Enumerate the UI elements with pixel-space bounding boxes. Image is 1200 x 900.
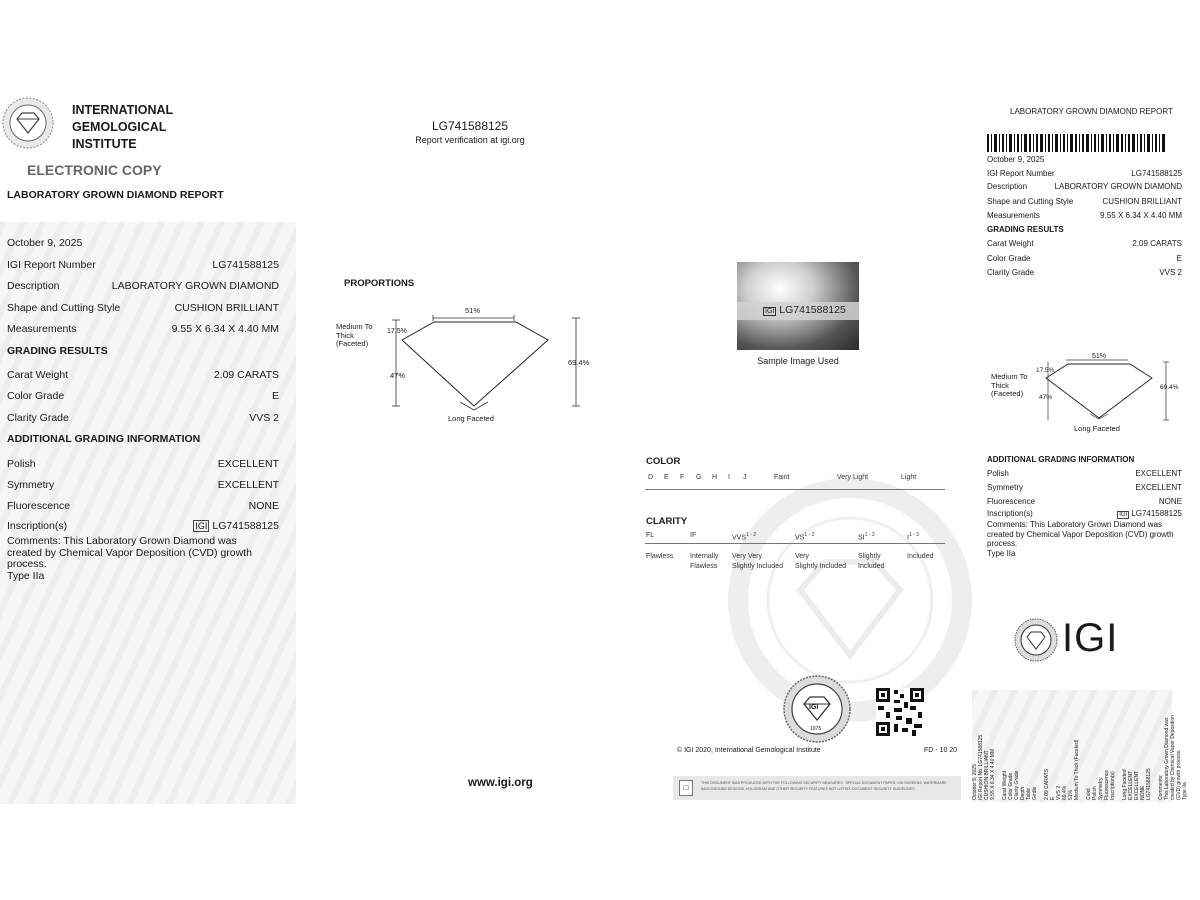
clarity-grade: $I^{1 - 3}$	[907, 532, 919, 542]
right-grading-row: Color Grade E	[987, 254, 1182, 263]
grading-row: Clarity Grade VVS 2	[7, 412, 279, 424]
color-grade: D	[648, 474, 654, 481]
info-row: IGI Report Number LG741588125	[7, 259, 279, 271]
color-grade: G	[696, 474, 702, 481]
stub-text: 2.09 CARATS	[1044, 768, 1050, 800]
clarity-grade: SI$^{1 - 2}$	[858, 532, 875, 542]
right-panel-title: LABORATORY GROWN DIAMOND REPORT	[1010, 107, 1173, 116]
girdle-label: Medium To Thick (Faceted)	[336, 322, 373, 348]
stub-text: E	[1050, 796, 1056, 800]
color-grade: E	[664, 474, 669, 481]
clarity-desc: Flawless	[646, 553, 674, 560]
report-number-header: LG741588125	[431, 119, 509, 133]
stub-text: 51%	[1068, 789, 1074, 800]
right-igi-seal	[1014, 618, 1058, 662]
copyright-text: © IGI 2020, International Gemological Institute	[677, 747, 821, 754]
stub-text: Clarity Grade	[1014, 770, 1020, 800]
additional-row: Symmetry EXCELLENT	[7, 479, 279, 491]
right-additional-row: Polish EXCELLENT	[987, 469, 1182, 478]
stub-text: Symmetry	[1098, 777, 1104, 800]
stub-text: Comments:	[1158, 774, 1164, 800]
security-line: BACKGROUND DESIGNS, HOLOGRAM AND OTHER SECURITY FEATURES NOT LISTED. DOCUMENT SECURITY GUIDELINES.	[701, 786, 916, 791]
color-grade: I	[728, 474, 730, 481]
stub-text: Girdle	[1032, 786, 1038, 800]
right-depth-percent: 69.4%	[1160, 384, 1179, 391]
report-type-title: LABORATORY GROWN DIAMOND REPORT	[7, 189, 224, 201]
sample-inscription: LG741588125	[779, 304, 846, 316]
additional-row: Polish EXCELLENT	[7, 458, 279, 470]
color-grade: J	[743, 474, 747, 481]
stub-text: Medium To Thick (Faceted)	[1074, 739, 1080, 800]
clarity-desc: Slightly Included	[858, 553, 885, 570]
stub-text: LG741588125	[1146, 768, 1152, 800]
pavilion-percent: 47%	[390, 371, 406, 380]
grading-row: Carat Weight 2.09 CARATS	[7, 369, 279, 381]
seal-letters: IGI	[809, 704, 819, 711]
electronic-copy-label: ELECTRONIC COPY	[27, 162, 162, 178]
comments: Comments: This Laboratory Grown Diamond was created by Chemical Vapor Deposition (CVD) growth process. Type IIa	[7, 535, 252, 582]
lock-icon: □	[679, 780, 693, 796]
right-info-row: Measurements 9.55 X 6.34 X 4.40 MM	[987, 211, 1182, 220]
stub-text: Type IIa	[1182, 782, 1188, 800]
form-code: FD - 10 20	[924, 747, 958, 754]
verification-link[interactable]: Report verification at igi.org	[415, 135, 525, 145]
depth-percent: 69.4%	[568, 358, 590, 367]
right-info-row: Shape and Cutting Style CUSHION BRILLIANT	[987, 197, 1182, 206]
right-additional-heading: ADDITIONAL GRADING INFORMATION	[987, 455, 1135, 464]
right-grading-row: Carat Weight 2.09 CARATS	[987, 239, 1182, 248]
proportions-diagram	[330, 298, 600, 428]
security-line: THIS DOCUMENT WAS PRODUCED WITH THE FOLLOWING SECURITY MEASURES : SPECIAL DOCUMENT PAPER, INK SCREENS, WATERMARK	[701, 781, 947, 785]
stub-text: Color Grade	[1008, 772, 1014, 800]
clarity-desc: Included	[907, 553, 934, 560]
clarity-desc: Very Very Slightly Included	[732, 553, 783, 570]
org-name-line3: INSTITUTE	[72, 137, 137, 151]
igi-seal-logo	[2, 97, 54, 149]
stub-text: 69.4%	[1062, 785, 1068, 800]
stub-text: Depth	[1020, 786, 1026, 800]
right-comments: Comments: This Laboratory Grown Diamond was created by Chemical Vapor Deposition (CVD) growth process. Type IIa	[987, 520, 1174, 558]
clarity-grade: VVS$^{1 - 2}$	[732, 532, 757, 542]
stub-text: (CVD) growth process.	[1176, 749, 1182, 800]
right-report-date: October 9, 2025	[987, 155, 1045, 164]
grading-results-heading: GRADING RESULTS	[7, 345, 108, 357]
stub-text: Polish	[1092, 786, 1098, 800]
clarity-scale-line	[645, 543, 945, 544]
clarity-grade: IF	[690, 532, 697, 539]
stub-text: VVS 2	[1056, 785, 1062, 800]
additional-row: Inscription(s) IGI LG741588125	[7, 520, 279, 532]
barcode	[987, 134, 1165, 152]
sample-image-caption: Sample Image Used	[757, 356, 839, 366]
stub-text: created by Chemical Vapor Deposition	[1170, 715, 1176, 800]
security-strip	[673, 776, 961, 800]
info-row: Measurements 9.55 X 6.34 X 4.40 MM	[7, 323, 279, 335]
stub-text: Carat Weight	[1002, 770, 1008, 800]
right-additional-row: Symmetry EXCELLENT	[987, 483, 1182, 492]
info-row: Shape and Cutting Style CUSHION BRILLIANT	[7, 302, 279, 314]
stub-text: CUSHION BRILLIANT	[984, 750, 990, 800]
color-range: Very Light	[837, 474, 869, 481]
left-panel	[0, 222, 296, 804]
right-pavilion-percent: 47%	[1039, 394, 1053, 401]
clarity-desc: Very Slightly Included	[795, 553, 846, 570]
clarity-desc: Internally Flawless	[690, 553, 719, 570]
clarity-scale-heading: CLARITY	[646, 516, 688, 527]
stub-text: EXCELLENT	[1134, 770, 1140, 800]
right-culet-label: Long Faceted	[1074, 424, 1120, 433]
report-date: October 9, 2025	[7, 237, 83, 249]
qr-code[interactable]	[876, 688, 924, 736]
stub-text: October 9, 2025	[972, 764, 978, 800]
website-link[interactable]: www.igi.org	[468, 777, 533, 789]
clarity-grade: VS$^{1 - 2}$	[795, 532, 815, 542]
color-grade: F	[680, 474, 685, 481]
right-proportions-diagram	[988, 350, 1188, 440]
right-info-row: IGI Report Number LG741588125	[987, 169, 1182, 178]
right-girdle-label: Medium To Thick (Faceted)	[991, 372, 1028, 398]
stub-text: Inscription(s)	[1110, 771, 1116, 800]
color-scale-line	[645, 489, 945, 490]
grading-row: Color Grade E	[7, 390, 279, 402]
right-grading-row: Clarity Grade VVS 2	[987, 268, 1182, 277]
stub-text: IGI Report No. LG741588125	[978, 734, 984, 800]
right-igi-logo-text: IGI	[1062, 616, 1119, 660]
inscription-icon: IGI	[765, 308, 775, 315]
right-stub-panel	[972, 690, 1188, 802]
right-crown-percent: 17.5%	[1036, 367, 1055, 374]
clarity-grade: FL	[646, 532, 655, 539]
right-grading-heading: GRADING RESULTS	[987, 225, 1064, 234]
culet-label: Long Faceted	[448, 414, 494, 423]
color-scale-heading: COLOR	[646, 456, 681, 467]
info-row: Description LABORATORY GROWN DIAMOND	[7, 280, 279, 292]
color-range: Light	[901, 474, 917, 481]
sample-diamond-image	[737, 262, 859, 350]
inscription-icon: IGI	[1119, 512, 1128, 518]
seal-year: 1975	[810, 726, 822, 732]
crown-percent: 17.5%	[387, 328, 407, 335]
stub-text: Culet	[1086, 788, 1092, 800]
color-grade: H	[712, 474, 718, 481]
right-table-percent: 51%	[1092, 353, 1107, 360]
stub-text: Long Faceted	[1122, 769, 1128, 800]
stub-text: Fluorescence	[1104, 769, 1110, 800]
stub-text: 9.55 X 6.34 X 4.40 MM	[990, 748, 996, 800]
table-percent: 51%	[465, 306, 481, 315]
igi-round-seal	[782, 674, 852, 744]
org-name-line1: INTERNATIONAL	[72, 103, 174, 117]
stub-text: EXCELLENT	[1128, 770, 1134, 800]
proportions-heading: PROPORTIONS	[344, 278, 415, 289]
org-name-line2: GEMOLOGICAL	[72, 120, 167, 134]
additional-info-heading: ADDITIONAL GRADING INFORMATION	[7, 433, 201, 445]
inscription-icon: IGI	[195, 521, 208, 531]
right-info-row: Description LABORATORY GROWN DIAMOND	[987, 182, 1182, 191]
right-additional-row: Fluorescence NONE	[987, 497, 1182, 506]
stub-text: NONE	[1140, 785, 1146, 800]
stub-text: This Laboratory Grown Diamond was	[1164, 717, 1170, 800]
right-additional-row: Inscription(s) IGI LG741588125	[987, 509, 1182, 518]
additional-row: Fluorescence NONE	[7, 500, 279, 512]
color-range: Faint	[774, 474, 790, 481]
stub-text: Table	[1026, 788, 1032, 800]
